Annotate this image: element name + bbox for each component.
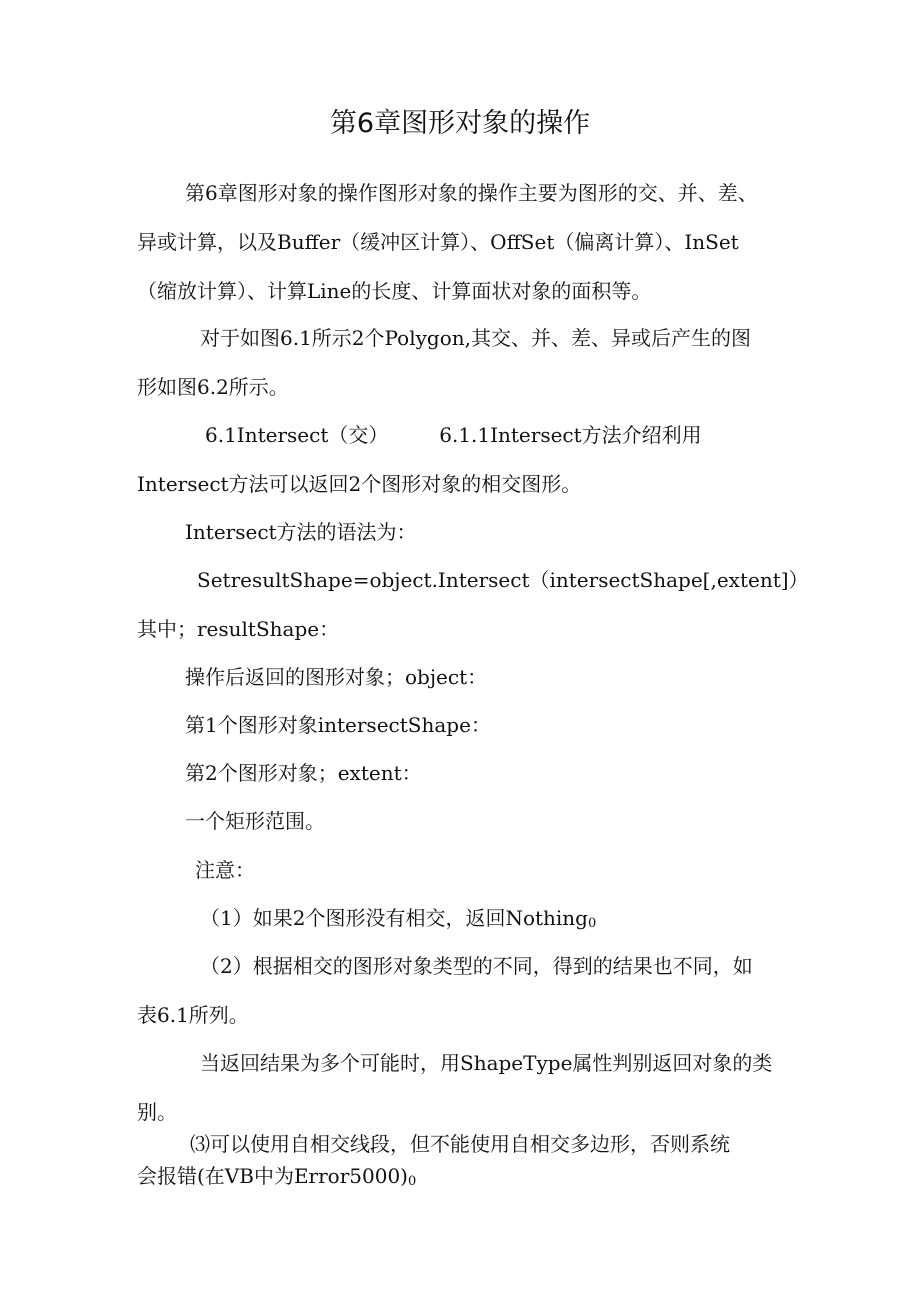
paragraph-line: 其中；resultShape： bbox=[137, 617, 340, 641]
paragraph-line: 第6章图形对象的操作图形对象的操作主要为图形的交、并、差、 bbox=[185, 181, 758, 205]
note-item-line: （2）根据相交的图形对象类型的不同，得到的结果也不同，如 bbox=[200, 954, 753, 978]
paragraph-line: 对于如图6.1所示2个Polygon,其交、并、差、异或后产生的图 bbox=[200, 326, 751, 350]
paragraph-line: 操作后返回的图形对象；object： bbox=[185, 665, 488, 689]
document-title: 第6章图形对象的操作 bbox=[329, 108, 591, 139]
note-heading: 注意： bbox=[195, 858, 255, 882]
paragraph-line: 别。 bbox=[137, 1100, 177, 1124]
paragraph-line: 一个矩形范围。 bbox=[185, 809, 325, 833]
subscript-mark: 0 bbox=[588, 916, 597, 931]
subscript-mark: 0 bbox=[407, 1174, 417, 1189]
paragraph-line: （缩放计算）、计算Line的长度、计算面状对象的面积等。 bbox=[137, 279, 652, 303]
note-item-text: （1）如果2个图形没有相交，返回Nothing bbox=[200, 906, 588, 930]
note-item-line: ⑶可以使用自相交线段，但不能使用自相交多边形，否则系统 bbox=[190, 1132, 730, 1156]
note-item-line bbox=[200, 903, 596, 939]
paragraph-line: 第1个图形对象intersectShape： bbox=[185, 713, 491, 737]
code-syntax-line: SetresultShape=object.Intersect（intersectShape[,extent]） bbox=[197, 568, 809, 592]
paragraph-line: 形如图6.2所示。 bbox=[137, 375, 289, 399]
note-item-line bbox=[137, 1161, 416, 1197]
paragraph-line: Intersect方法的语法为： bbox=[185, 520, 417, 544]
paragraph-line: 表6.1所列。 bbox=[137, 1003, 249, 1027]
section-heading-line: 6.1Intersect（交） 6.1.1Intersect方法介绍利用 bbox=[205, 423, 702, 447]
note-item-text: 会报错(在VB中为Error5000) bbox=[137, 1164, 408, 1188]
paragraph-line: 异或计算，以及Buffer（缓冲区计算）、OffSet（偏离计算）、InSet bbox=[137, 230, 739, 254]
paragraph-line: Intersect方法可以返回2个图形对象的相交图形。 bbox=[137, 472, 582, 496]
paragraph-line: 当返回结果为多个可能时，用ShapeType属性判别返回对象的类 bbox=[200, 1051, 773, 1075]
paragraph-line: 第2个图形对象；extent： bbox=[185, 761, 422, 785]
